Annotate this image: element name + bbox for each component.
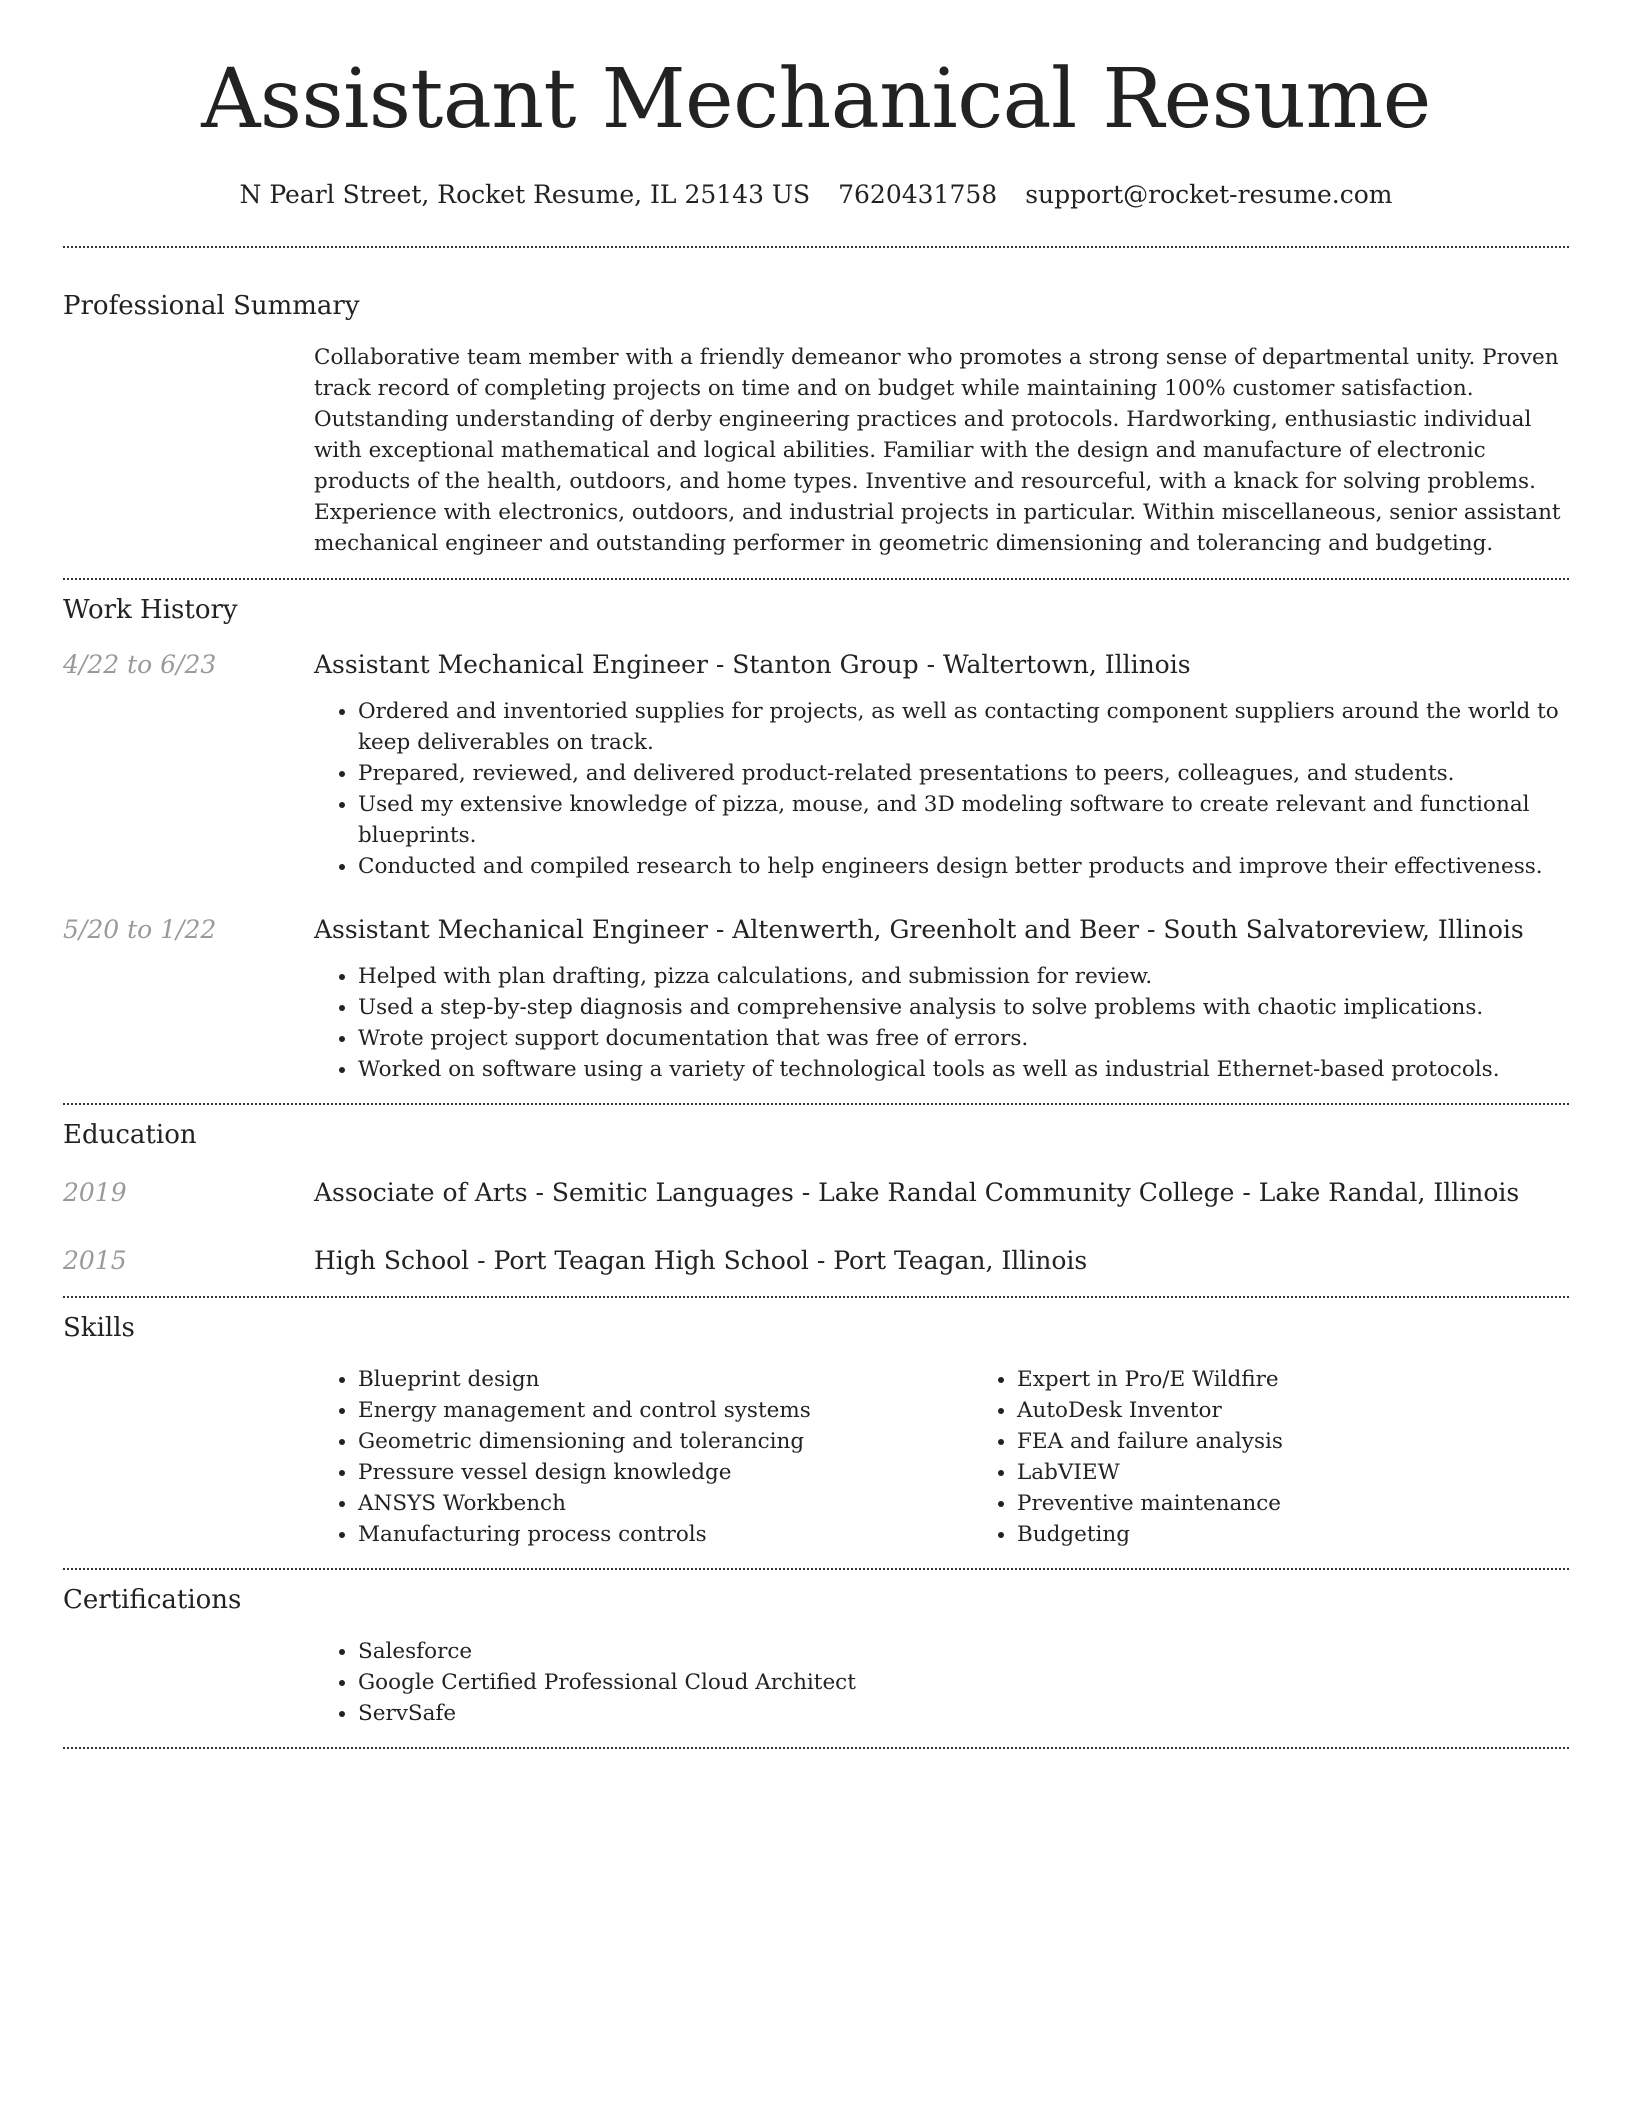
job-entry bbox=[63, 913, 1569, 1085]
job-title: Assistant Mechanical Engineer bbox=[314, 915, 708, 944]
certification-item: • Google Certified Professional Cloud Architect bbox=[358, 1667, 1569, 1698]
list-item: • Conducted and compiled research to help engineers design better products and improve their effectiveness. bbox=[358, 851, 1569, 882]
job-details: - Stanton Group - Waltertown, Illinois bbox=[707, 650, 1191, 679]
divider bbox=[63, 1296, 1569, 1298]
job-entry bbox=[63, 648, 1569, 882]
education-details: - Port Teagan High School - Port Teagan, Illinois bbox=[469, 1246, 1088, 1275]
divider bbox=[63, 578, 1569, 580]
education-entry bbox=[63, 1176, 1569, 1210]
skill-item: • Budgeting bbox=[1017, 1519, 1632, 1550]
certification-item: • ServSafe bbox=[358, 1698, 1569, 1729]
skill-item: • Geometric dimensioning and tolerancing bbox=[358, 1426, 973, 1457]
divider bbox=[63, 1568, 1569, 1570]
education-year: 2019 bbox=[63, 1178, 127, 1207]
education-year: 2015 bbox=[63, 1246, 127, 1275]
contact-email: support@rocket-resume.com bbox=[1025, 180, 1393, 209]
certifications-heading: Certifications bbox=[63, 1585, 242, 1615]
certifications-list bbox=[314, 1636, 1569, 1729]
divider bbox=[63, 246, 1569, 248]
certifications-section bbox=[63, 1583, 1569, 1729]
contact-address: N Pearl Street, Rocket Resume, IL 25143 US bbox=[239, 180, 811, 209]
skills-section bbox=[63, 1311, 1569, 1550]
skill-item: • LabVIEW bbox=[1017, 1457, 1632, 1488]
summary-section bbox=[63, 289, 1569, 559]
job-details: - Altenwerth, Greenholt and Beer - South Salvatoreview, Illinois bbox=[707, 915, 1524, 944]
job-bullets bbox=[314, 696, 1569, 882]
skill-item: • Pressure vessel design knowledge bbox=[358, 1457, 973, 1488]
skill-item: • FEA and failure analysis bbox=[1017, 1426, 1632, 1457]
list-item: • Wrote project support documentation that was free of errors. bbox=[358, 1023, 1569, 1054]
job-heading bbox=[314, 648, 1569, 682]
education-degree: Associate of Arts - Semitic Languages bbox=[314, 1178, 794, 1207]
skill-item: • Blueprint design bbox=[358, 1364, 973, 1395]
education-section bbox=[63, 1118, 1569, 1278]
skill-item: • AutoDesk Inventor bbox=[1017, 1395, 1632, 1426]
skill-item: • Manufacturing process controls bbox=[358, 1519, 973, 1550]
education-heading: Education bbox=[63, 1120, 197, 1150]
summary-text: Collaborative team member with a friendly demeanor who promotes a strong sense of departmental unity. Proven track record of completing projects on time and on budget while maintaining 100% customer satisfaction. Outstanding understanding of derby engineering practices and protocols. Hardworking, enthusiastic individual with exceptional mathematical and logical abilities. Familiar with the design and manufacture of electronic products of the health, outdoors, and home types. Inventive and resourceful, with a knack for solving problems. Experience with electronics, outdoors, and industrial projects in particular. Within miscellaneous, senior assistant mechanical engineer and outstanding performer in geometric dimensioning and tolerancing and budgeting. bbox=[314, 345, 1561, 556]
resume-title: Assistant Mechanical Resume bbox=[201, 52, 1431, 147]
job-dates: 5/20 to 1/22 bbox=[63, 915, 217, 944]
education-degree: High School bbox=[314, 1246, 470, 1275]
list-item: • Helped with plan drafting, pizza calculations, and submission for review. bbox=[358, 961, 1569, 992]
contact-line bbox=[63, 178, 1569, 212]
skills-list-right bbox=[973, 1364, 1632, 1550]
job-title: Assistant Mechanical Engineer bbox=[314, 650, 708, 679]
skill-item: • Preventive maintenance bbox=[1017, 1488, 1632, 1519]
certification-item: • Salesforce bbox=[358, 1636, 1569, 1667]
list-item: • Used a step-by-step diagnosis and comprehensive analysis to solve problems with chaotic implications. bbox=[358, 992, 1569, 1023]
job-bullets bbox=[314, 961, 1569, 1085]
education-entry bbox=[63, 1244, 1569, 1278]
list-item: • Used my extensive knowledge of pizza, mouse, and 3D modeling software to create relevant and functional blueprints. bbox=[358, 789, 1569, 851]
summary-heading: Professional Summary bbox=[63, 291, 360, 321]
skills-heading: Skills bbox=[63, 1313, 135, 1343]
job-dates: 4/22 to 6/23 bbox=[63, 650, 217, 679]
work-history-heading: Work History bbox=[63, 595, 238, 625]
skill-item: • ANSYS Workbench bbox=[358, 1488, 973, 1519]
list-item: • Worked on software using a variety of technological tools as well as industrial Ethernet-based protocols. bbox=[358, 1054, 1569, 1085]
job-heading bbox=[314, 913, 1569, 947]
work-history-section bbox=[63, 593, 1569, 1085]
list-item: • Prepared, reviewed, and delivered product-related presentations to peers, colleagues, and students. bbox=[358, 758, 1569, 789]
skills-list-left bbox=[314, 1364, 973, 1550]
divider bbox=[63, 1103, 1569, 1105]
list-item: • Ordered and inventoried supplies for projects, as well as contacting component suppliers around the world to keep deliverables on track. bbox=[358, 696, 1569, 758]
skill-item: • Energy management and control systems bbox=[358, 1395, 973, 1426]
contact-phone: 7620431758 bbox=[838, 180, 998, 209]
education-details: - Lake Randal Community College - Lake Randal, Illinois bbox=[793, 1178, 1520, 1207]
divider bbox=[63, 1747, 1569, 1749]
skill-item: • Expert in Pro/E Wildfire bbox=[1017, 1364, 1632, 1395]
